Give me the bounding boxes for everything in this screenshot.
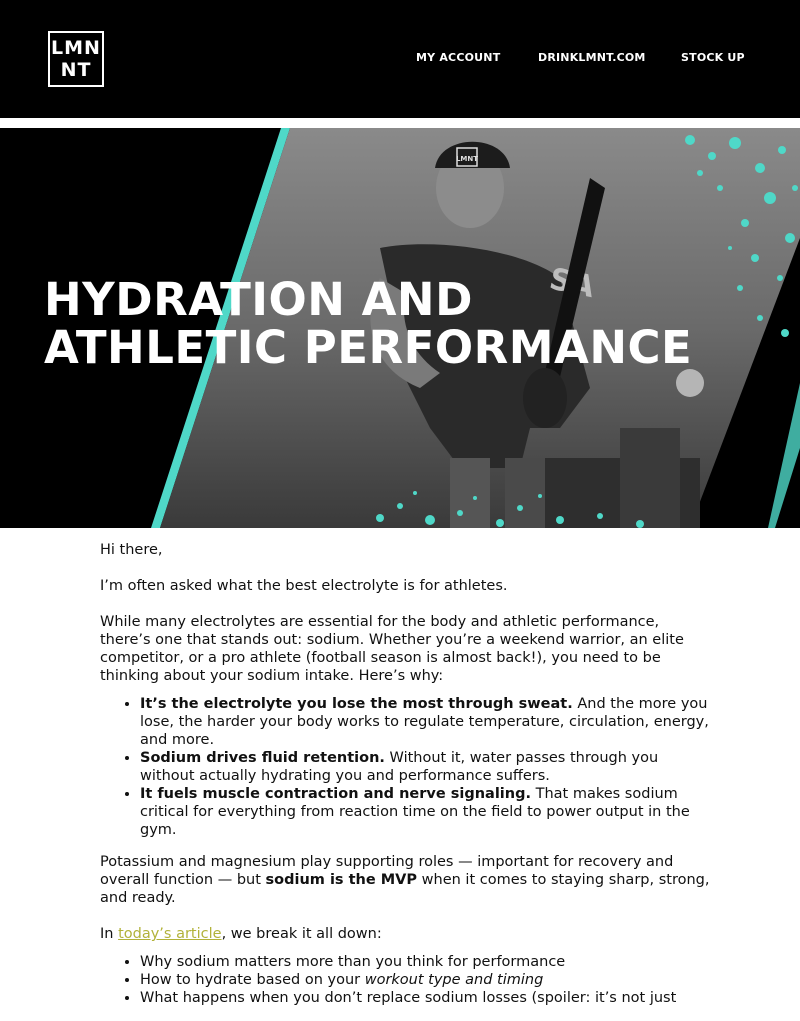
reason-text: That makes sodium critical for everything from reaction time on the field to power output in the gym. [140,786,690,838]
nav-stock-up[interactable]: STOCK UP [681,51,745,64]
list-item [140,971,710,989]
potassium-paragraph [100,853,710,907]
list-item [140,695,710,749]
para4-text-a: In [100,926,119,942]
topic-text: Why sodium matters more than you think for performance [140,954,566,970]
email-body [100,541,710,1021]
topics-list [100,953,710,1007]
para3-text-b: when it comes to staying sharp, strong, and ready. [100,872,710,906]
reason-text: Without it, water passes through you without actually hydrating you and performance suffers. [140,750,659,784]
todays-article-link[interactable]: today’s article [118,926,222,942]
para4-text-b: , we break it all down: [221,926,382,942]
reason-bold: It fuels muscle contraction and nerve signaling. [140,786,531,802]
reason-bold: It’s the electrolyte you lose the most through sweat. [140,696,573,712]
article-paragraph [100,925,710,943]
topic-italic: workout type and timing [364,972,544,988]
email-header [0,0,800,118]
list-item [140,749,710,785]
nav-drinklmnt[interactable]: DRINKLMNT.COM [538,51,646,64]
reasons-list [100,695,710,839]
hero-title-line-2: ATHLETIC PERFORMANCE [44,321,693,374]
cap-logo: LMNT [455,155,479,163]
hero-banner[interactable] [0,128,800,528]
reason-text: And the more you lose, the harder your body works to regulate temperature, circulation, energy, and more. [140,696,709,748]
greeting: Hi there, [100,542,163,558]
logo-line-1: LMN [51,37,101,59]
topic-text: What happens when you don’t replace sodium losses (spoiler: it’s not just [140,990,677,1006]
reason-bold: Sodium drives fluid retention. [140,750,385,766]
sodium-paragraph: While many electrolytes are essential for the body and athletic performance, there’s one that stands out: sodium. Whether you’re a weekend warrior, an elite competitor, or a pro athlete (football season is almost back!), you need to be thinking about your sodium intake. Here’s why: [100,614,684,684]
lmnt-logo[interactable] [48,31,104,87]
logo-line-2: NT [60,59,92,81]
intro-paragraph: I’m often asked what the best electrolyte is for athletes. [100,578,508,594]
hero-title-line-1: HYDRATION AND [44,273,473,326]
list-item [140,953,710,971]
para3-text-a: Potassium and magnesium play supporting roles — important for recovery and overall function — but [100,854,674,888]
list-item [140,989,710,1007]
para3-bold: sodium is the MVP [265,872,418,888]
nav-my-account[interactable]: MY ACCOUNT [416,51,501,64]
topic-text: How to hydrate based on your [140,972,365,988]
hero-title [44,273,693,374]
list-item [140,785,710,839]
